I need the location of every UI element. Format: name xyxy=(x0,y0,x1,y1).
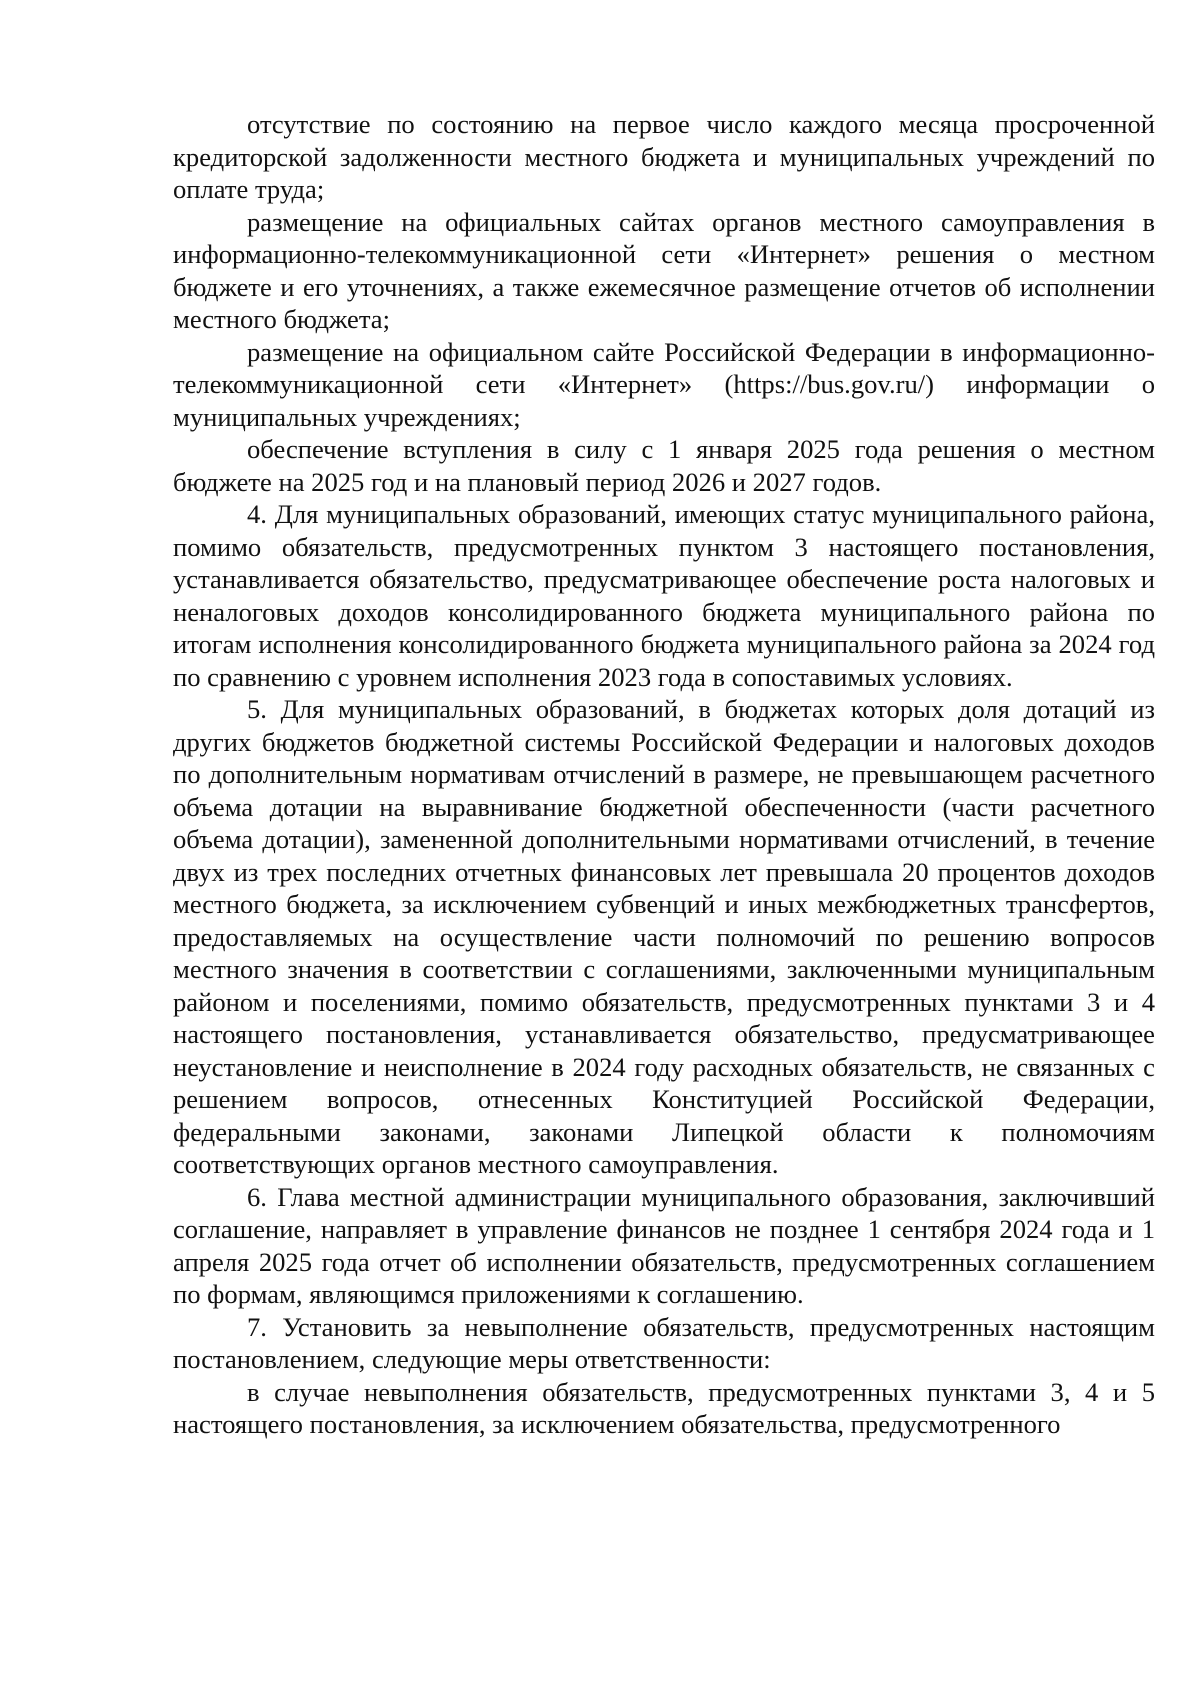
paragraph-payroll-arrears: отсутствие по состоянию на первое число каждого месяца просроченной кредиторской задолженности местного бюджета и муниципальных учреждений по оплате труда; xyxy=(173,109,1155,204)
paragraph-budget-effective-date: обеспечение вступления в силу с 1 января 2025 года решения о местном бюджете на 2025 год и на плановый период 2026 и 2027 годов. xyxy=(173,434,1155,497)
paragraph-item-6: 6. Глава местной администрации муниципального образования, заключивший соглашение, направляет в управление финансов не позднее 1 сентября 2024 года и 1 апреля 2025 года отчет об исполнении обязательств, предусмотренных соглашением по формам, являющимся приложениями к соглашению. xyxy=(173,1181,1155,1309)
paragraph-item-7: 7. Установить за невыполнение обязательств, предусмотренных настоящим постановлением, следующие меры ответственности: xyxy=(173,1311,1155,1374)
paragraph-bus-gov-info: размещение на официальном сайте Российской Федерации в информационно-телекоммуникационной сети «Интернет» (https://bus.gov.ru/) информации о муниципальных учреждениях; xyxy=(173,336,1155,432)
paragraph-budget-publication: размещение на официальных сайтах органов местного самоуправления в информационно-телекоммуникационной сети «Интернет» решения о местном бюджете и его уточнениях, а также ежемесячное размещение отчетов об исполнении местного бюджета; xyxy=(173,206,1155,334)
paragraph-item-7-continuation: в случае невыполнения обязательств, предусмотренных пунктами 3, 4 и 5 настоящего постановления, за исключением обязательства, предусмотренного xyxy=(173,1376,1155,1439)
paragraph-item-5: 5. Для муниципальных образований, в бюджетах которых доля дотаций из других бюджетов бюджетной системы Российской Федерации и налоговых доходов по дополнительным нормативам отчислений в размере, не превышающем расчетного объема дотации на выравнивание бюджетной обеспеченности (части расчетного объема дотации), замененной дополнительными нормативами отчислений, в течение двух из трех последних отчетных финансовых лет превышала 20 процентов доходов местного бюджета, за исключением субвенций и иных межбюджетных трансфертов, предоставляемых на осуществление части полномочий по решению вопросов местного значения в соответствии с соглашениями, заключенными муниципальным районом и поселениями, помимо обязательств, предусмотренных пунктами 3 и 4 настоящего постановления, устанавливается обязательство, предусматривающее неустановление и неисполнение в 2024 году расходных обязательств, не связанных с решением вопросов, отнесенных Конституцией Российской Федерации, федеральными законами, законами Липецкой области к полномочиям соответствующих органов местного самоуправления. xyxy=(173,694,1155,1179)
document-page xyxy=(173,108,1155,1441)
paragraph-item-4: 4. Для муниципальных образований, имеющих статус муниципального района, помимо обязательств, предусмотренных пунктом 3 настоящего постановления, устанавливается обязательство, предусматривающее обеспечение роста налоговых и неналоговых доходов консолидированного бюджета муниципального района по итогам исполнения консолидированного бюджета муниципального района за 2024 год по сравнению с уровнем исполнения 2023 года в сопоставимых условиях. xyxy=(173,499,1155,692)
